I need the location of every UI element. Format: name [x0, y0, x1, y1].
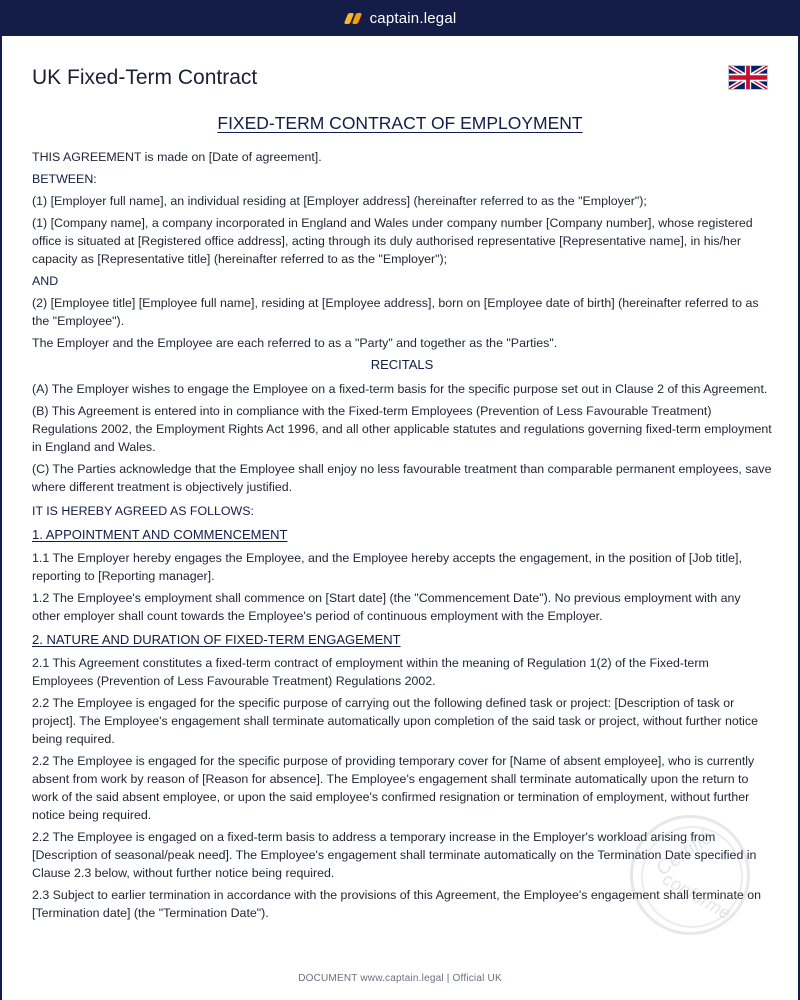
- party-1b: (1) [Company name], a company incorporated in England and Wales under company number [Company number], whose registered office is situated at [Registered office address], acting through its duly authorised representative [Representative name], in his/her capacity as [Representative title] (hereinafter referred to as the "Employer");: [32, 216, 753, 266]
- uk-flag-icon: [728, 65, 768, 90]
- top-bar: [0, 0, 800, 36]
- section-2-heading: 2. NATURE AND DURATION OF FIXED-TERM ENGAGEMENT: [32, 632, 401, 647]
- brand-name: captain.legal: [369, 9, 457, 27]
- brand[interactable]: [344, 10, 457, 27]
- recital-a: (A) The Employer wishes to engage the Employee on a fixed-term basis for the specific purpose set out in Clause 2 of this Agreement.: [32, 382, 768, 396]
- stamp-line-2: conforme: [659, 868, 735, 924]
- clause-2-2b: 2.2 The Employee is engaged for the specific purpose of providing temporary cover for [Name of absent employee], who is currently absent from work by reason of [Reason for absence]. The Employee's engagement shall terminate automatically upon the return to work of the said absent employee, or upon the said employee's confirmed resignation or termination of employment, without further notice being required.: [32, 754, 755, 822]
- party-1a: (1) [Employer full name], an individual residing at [Employer address] (hereinafter referred to as the "Employer");: [32, 194, 647, 208]
- clause-2-1: 2.1 This Agreement constitutes a fixed-term contract of employment within the meaning of Regulation 1(2) of the Fixed-term Employees (Prevention of Less Favourable Treatment) Regulations 2002.: [32, 656, 709, 688]
- page-title: UK Fixed-Term Contract: [32, 66, 258, 89]
- stamp-line-1: Certifié: [652, 825, 717, 881]
- clause-1-1: 1.1 The Employer hereby engages the Employee, and the Employee hereby accepts the engagement, in the position of [Job title], reporting to [Reporting manager].: [32, 551, 742, 583]
- clause-2-3: 2.3 Subject to earlier termination in accordance with the provisions of this Agreement, the Employee's engagement shall terminate on [Termination date] (the "Termination Date").: [32, 888, 761, 920]
- agreed-paragraph: IT IS HEREBY AGREED AS FOLLOWS:: [32, 504, 254, 518]
- footer: DOCUMENT www.captain.legal | Official UK: [298, 973, 502, 984]
- document-heading: FIXED-TERM CONTRACT OF EMPLOYMENT: [217, 113, 583, 133]
- captain-legal-logo-icon: [344, 12, 362, 24]
- certified-stamp: [630, 815, 750, 935]
- between-label: BETWEEN:: [32, 172, 97, 186]
- recital-b: (B) This Agreement is entered into in compliance with the Fixed-term Employees (Prevention of Less Favourable Treatment) Regulations 2002, the Employment Rights Act 1996, and all other applicable statutes and regulations governing fixed-term employment in England and Wales.: [32, 404, 772, 454]
- recital-c: (C) The Parties acknowledge that the Employee shall enjoy no less favourable treatment than comparable permanent employees, save where different treatment is objectively justified.: [32, 462, 772, 494]
- parties-paragraph: The Employer and the Employee are each referred to as a "Party" and together as the "Parties".: [32, 336, 558, 350]
- clause-2-2a: 2.2 The Employee is engaged for the specific purpose of carrying out the following defined task or project: [Description of task or project]. The Employee's engagement shall terminate automatically upon completion of the said task or project, without further notice being required.: [32, 696, 759, 746]
- recitals-heading: RECITALS: [370, 357, 434, 372]
- clause-2-2c: 2.2 The Employee is engaged on a fixed-term basis to address a temporary increase in the Employer's workload arising from [Description of seasonal/peak need]. The Employee's engagement shall terminate automatically on the Termination Date specified in Clause 2.3 below, without further notice being required.: [32, 830, 757, 880]
- party-2: (2) [Employee title] [Employee full name], residing at [Employee address], born on [Employee date of birth] (hereinafter referred to as the "Employee").: [32, 296, 759, 328]
- intro-paragraph: THIS AGREEMENT is made on [Date of agreement].: [32, 150, 322, 164]
- and-label: AND: [32, 274, 59, 288]
- clause-1-2: 1.2 The Employee's employment shall commence on [Start date] (the "Commencement Date"). No previous employment with any other employer shall count towards the Employee's period of continuous employment with the Employer.: [32, 591, 741, 623]
- section-1-heading: 1. APPOINTMENT AND COMMENCEMENT: [32, 527, 288, 542]
